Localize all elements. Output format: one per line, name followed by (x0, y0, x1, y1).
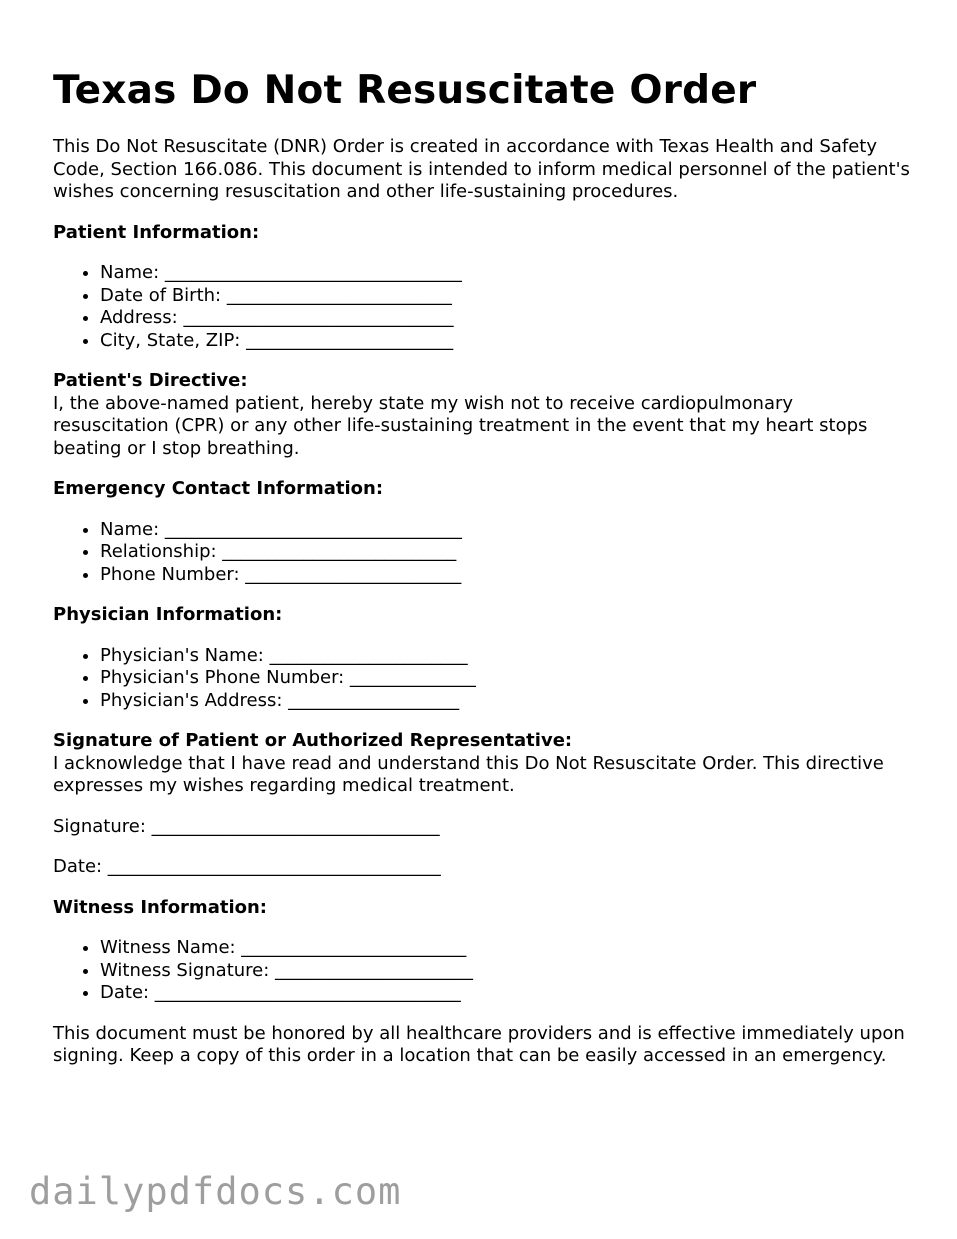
section-heading: Signature of Patient or Authorized Representative: (53, 730, 573, 751)
patient-info-heading (53, 222, 913, 245)
witness-signature-field: • Witness Signature: ______________________ (100, 960, 913, 983)
emergency-relationship-field: • Relationship: __________________________ (100, 541, 913, 564)
closing-paragraph: This document must be honored by all healthcare providers and is effective immediately upon signing. Keep a copy of this order in a location that can be easily accessed in an emergency. (53, 1022, 905, 1066)
intro-paragraph: This Do Not Resuscitate (DNR) Order is created in accordance with Texas Health and Safety Code, Section 166.086. This document is intended to inform medical personnel of the patient's wishes concerning resuscitation and other life-sustaining procedures. (53, 136, 910, 202)
patient-city-state-zip-field: • City, State, ZIP: _______________________ (100, 330, 913, 353)
signature-section (53, 730, 913, 798)
signature-text: I acknowledge that I have read and understand this Do Not Resuscitate Order. This directive expresses my wishes regarding medical treatment. (53, 752, 884, 796)
emergency-contact-list (53, 519, 913, 587)
section-heading: Patient's Directive: (53, 370, 248, 391)
physician-address-field: • Physician's Address: ___________________ (100, 690, 913, 713)
witness-heading (53, 897, 913, 920)
physician-list (53, 645, 913, 713)
witness-date-field: • Date: __________________________________ (100, 982, 913, 1005)
witness-list (53, 937, 913, 1005)
signature-date-line: Date: _____________________________________ (53, 856, 441, 877)
emergency-name-field: • Name: _________________________________ (100, 519, 913, 542)
signature-line: Signature: ________________________________ (53, 815, 440, 837)
patient-info-list (53, 262, 913, 352)
document-page (53, 68, 913, 1086)
physician-phone-field: • Physician's Phone Number: ______________ (100, 667, 913, 690)
emergency-phone-field: • Phone Number: ________________________ (100, 564, 913, 587)
patient-address-field: • Address: ______________________________ (100, 307, 913, 330)
directive-text: I, the above-named patient, hereby state my wish not to receive cardiopulmonary resuscitation (CPR) or any other life-sustaining treatment in the event that my heart stops beating or I stop breathing. (53, 392, 868, 459)
section-heading: Emergency Contact Information: (53, 478, 384, 499)
section-heading: Physician Information: (53, 604, 283, 625)
patient-name-field: • Name: _________________________________ (100, 262, 913, 285)
directive-section (53, 370, 913, 460)
patient-dob-field: • Date of Birth: _________________________ (100, 285, 913, 308)
section-heading: Witness Information: (53, 896, 267, 918)
physician-heading (53, 604, 913, 627)
watermark: dailypdfdocs.com (29, 1170, 402, 1213)
document-title: Texas Do Not Resuscitate Order (53, 68, 757, 113)
section-heading: Patient Information: (53, 221, 260, 243)
physician-name-field: • Physician's Name: ______________________ (100, 645, 913, 668)
emergency-contact-heading (53, 478, 913, 501)
witness-name-field: • Witness Name: _________________________ (100, 937, 913, 960)
